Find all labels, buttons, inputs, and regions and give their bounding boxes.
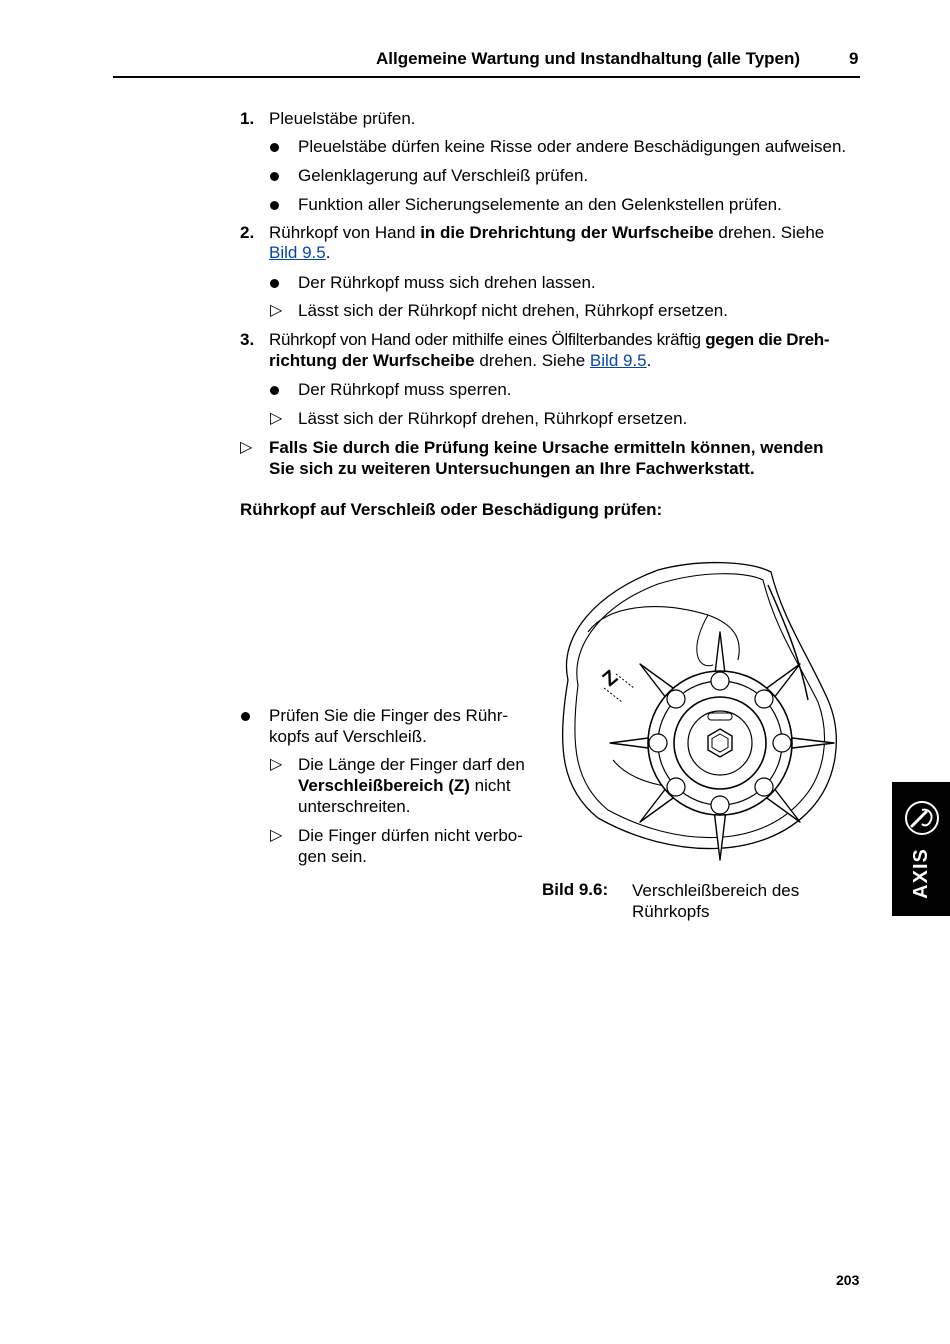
figure-caption: Verschleißbereich des Rührkopfs xyxy=(632,881,800,921)
spreader-logo-icon xyxy=(904,800,940,836)
check-result-1-line-2: Verschleißbereich (Z) nicht xyxy=(298,776,511,795)
bullet-dot xyxy=(270,201,279,210)
result-arrow-icon: ▷ xyxy=(270,756,283,773)
header-title: Allgemeine Wartung und Instandhaltung (alle Typen) xyxy=(376,49,801,68)
agitator-head-figure xyxy=(538,560,842,862)
step-1-number: 1. xyxy=(240,109,255,128)
check-result-1-line-1: Die Länge der Finger darf den xyxy=(298,755,525,774)
step-2-bullet: Der Rührkopf muss sich drehen lassen. xyxy=(298,273,596,292)
figure-label: Bild 9.6: xyxy=(542,880,609,899)
bullet-dot xyxy=(270,172,279,181)
step-2-text: Rührkopf von Hand in die Drehrichtung der Wurfscheibe drehen. Siehe xyxy=(269,223,825,242)
page-number: 203 xyxy=(836,1272,860,1288)
check-bullet-line-1: Prüfen Sie die Finger des Rühr- xyxy=(269,706,509,725)
chapter-number: 9 xyxy=(849,49,859,68)
step-3-text-line-1: Rührkopf von Hand oder mithilfe eines Ölfilterbandes kräftig gegen die Dreh- xyxy=(269,330,830,349)
check-bullet-line-2: kopfs auf Verschleiß. xyxy=(269,727,427,746)
step-3-result: Lässt sich der Rührkopf drehen, Rührkopf ersetzen. xyxy=(298,409,688,428)
link-bild-9-5[interactable]: Bild 9.5 xyxy=(589,351,647,370)
side-tab-label: AXIS xyxy=(909,847,932,899)
check-result-1-line-3: unterschreiten. xyxy=(298,797,411,816)
header-rule xyxy=(113,76,860,78)
check-result-2-line-1: Die Finger dürfen nicht verbo- xyxy=(298,826,523,845)
bullet-dot xyxy=(241,712,250,721)
result-arrow-icon: ▷ xyxy=(240,439,253,456)
step-1-bullet-2: Gelenklagerung auf Verschleiß prüfen. xyxy=(298,166,589,185)
step-1-bullet-3: Funktion aller Sicherungselemente an den Gelenkstellen prüfen. xyxy=(298,195,782,214)
result-arrow-icon: ▷ xyxy=(270,302,283,319)
final-note-line-2: Sie sich zu weiteren Untersuchungen an Ihre Fachwerkstatt. xyxy=(269,459,755,478)
bullet-dot xyxy=(270,386,279,395)
step-2-number: 2. xyxy=(240,223,255,242)
step-3-number: 3. xyxy=(240,330,255,349)
step-3-text-line-2: richtung der Wurfscheibe drehen. Siehe Bild 9.5. xyxy=(269,351,652,370)
link-bild-9-5[interactable]: Bild 9.5 xyxy=(269,243,326,262)
step-1-bullet-1: Pleuelstäbe dürfen keine Risse oder andere Beschädigungen aufweisen. xyxy=(298,137,847,156)
bullet-dot xyxy=(270,279,279,288)
step-3-bullet: Der Rührkopf muss sperren. xyxy=(298,380,512,399)
result-arrow-icon: ▷ xyxy=(270,410,283,427)
step-2-link-line: Bild 9.5. xyxy=(269,243,331,262)
step-2-result: Lässt sich der Rührkopf nicht drehen, Rührkopf ersetzen. xyxy=(298,301,728,320)
bullet-dot xyxy=(270,143,279,152)
final-note-line-1: Falls Sie durch die Prüfung keine Ursache ermitteln können, wenden xyxy=(269,438,824,457)
step-1-text: Pleuelstäbe prüfen. xyxy=(269,109,416,128)
section-heading: Rührkopf auf Verschleiß oder Beschädigung prüfen: xyxy=(240,500,663,519)
z-label: Z xyxy=(598,666,623,691)
result-arrow-icon: ▷ xyxy=(270,827,283,844)
check-result-2-line-2: gen sein. xyxy=(298,847,367,866)
